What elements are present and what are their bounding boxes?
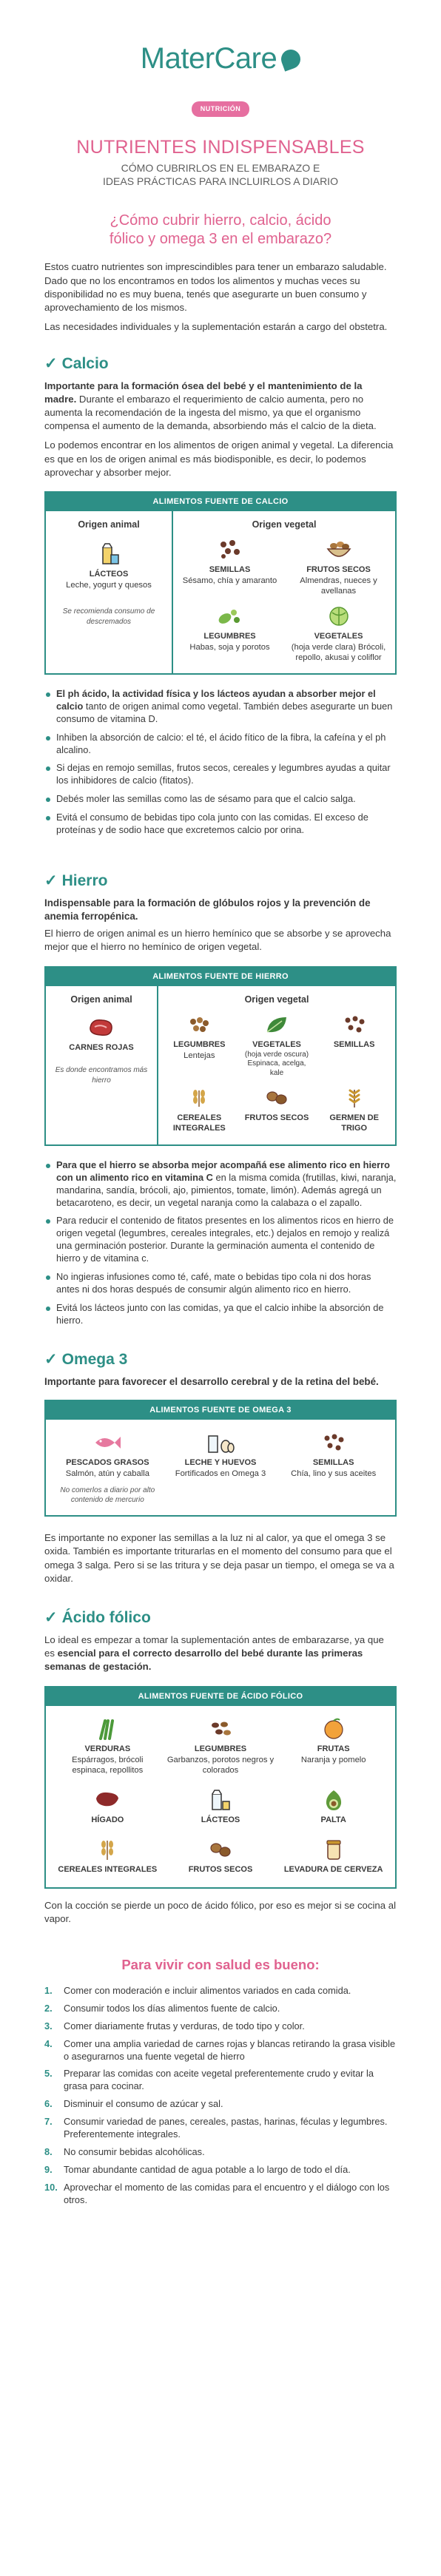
list-item <box>44 2068 397 2093</box>
page-subtitle <box>44 161 397 188</box>
item-text: Inhiben la absorción de calcio: el té, el ácido fítico de la fibra, la cafeína y el ph alcalino. <box>56 731 386 755</box>
dairy-icon <box>166 1787 275 1813</box>
lead-text: Lo ideal es empezar a tomar la suplementación antes de embarazarse, ya que es <box>44 1633 384 1659</box>
food-item <box>53 1837 162 1875</box>
food-name: GERMEN DE TRIGO <box>329 1113 379 1133</box>
item-text: Consumir todos los días alimentos fuente de calcio. <box>64 2002 280 2014</box>
folico-paragraph: Con la cocción se pierde un poco de ácido fólico, por eso es mejor si se cocina al vapor. <box>44 1900 397 1925</box>
lead-bold: Importante para la formación ósea del bebé y el mantenimiento de la madre. <box>44 380 363 405</box>
calcio-paragraph: Lo podemos encontrar en los alimentos de origen animal y vegetal. La diferencia es que en los de origen animal es más biodisponible, es decir, lo podemos aprovechar y absorber mejor. <box>44 439 394 478</box>
item-number: 5. <box>44 2068 53 2080</box>
check-icon: ✓ <box>44 354 58 372</box>
food-desc: Almendras, nueces y avellanas <box>300 576 377 596</box>
vegetal-column <box>172 511 395 673</box>
item-text: Consumir variedad de panes, cereales, pastas, harinas, féculas y legumbres. Preferentemente integrales. <box>64 2116 388 2140</box>
food-name: PALTA <box>320 1815 346 1824</box>
animal-column <box>46 511 172 673</box>
column-heading: Origen animal <box>70 994 132 1005</box>
folico-lead <box>44 1633 397 1674</box>
column-heading: Origen animal <box>78 519 140 530</box>
item-number: 8. <box>44 2145 53 2157</box>
seeds-icon <box>279 1430 388 1455</box>
asparagus-icon <box>53 1716 162 1742</box>
food-name: LEGUMBRES <box>194 1744 247 1753</box>
food-item <box>166 1430 275 1505</box>
item-text: Si dejas en remojo semillas, frutos secos, cereales y legumbres ayudas a quitar los inhibidores de calcio (fitatos). <box>56 762 391 786</box>
item-text: Evitá el consumo de bebidas tipo cola junto con las comidas. El exceso de proteínas y de sodio hace que excretemos calcio por orina. <box>56 812 368 835</box>
hierro-tips-list <box>44 1159 397 1327</box>
bold-text: Para que el hierro se absorba mejor acompañá ese alimento rico en hierro con un alimento rico en vitamina C <box>56 1159 390 1183</box>
food-name: HÍGADO <box>91 1815 124 1824</box>
question-line: fólico y omega 3 en el embarazo? <box>109 231 332 248</box>
food-name: LEGUMBRES <box>203 632 256 641</box>
brand-logo[interactable] <box>141 38 300 79</box>
folico-sources-box <box>44 1686 397 1889</box>
leaf-icon <box>240 1012 314 1037</box>
list-item <box>44 2182 397 2207</box>
omega-paragraph: Es importante no exponer las semillas a la luz ni al calor, ya que el omega 3 se oxida. También es importante triturarlas en el momento del consumo para que el omega 3 salga. Pero si se las tritura y se deja pasar un tiempo, el omega se va a oxidar. <box>44 1532 394 1584</box>
column-heading: Origen vegetal <box>244 994 309 1005</box>
legumes-icon <box>178 604 282 629</box>
seeds-icon <box>178 537 282 562</box>
food-desc: (hoja verde oscura) Espinaca, acelga, kale <box>244 1050 309 1077</box>
nuts-icon <box>240 1085 314 1110</box>
item-number: 9. <box>44 2163 53 2175</box>
food-name: LÁCTEOS <box>201 1815 240 1824</box>
item-text: Comer una amplia variedad de carnes rojas y blancas retirando la grasa visible o asegurarnos una fuente vegetal de hierro <box>64 2037 396 2062</box>
calcio-tips-list <box>44 688 397 837</box>
food-name: PESCADOS GRASOS <box>66 1458 149 1468</box>
food-name: VERDURAS <box>84 1744 131 1753</box>
fish-icon <box>53 1430 162 1455</box>
list-item <box>44 812 397 837</box>
food-item <box>50 1015 152 1053</box>
food-item <box>279 1837 388 1875</box>
subtitle-line: CÓMO CUBRIRLOS EN EL EMBARAZO E <box>121 162 320 175</box>
omega-lead: Importante para favorecer el desarrollo cerebral y de la retina del bebé. <box>44 1375 379 1387</box>
list-item <box>44 1159 397 1210</box>
food-desc: Naranja y pomelo <box>300 1755 366 1764</box>
list-item <box>44 2164 397 2177</box>
food-name: SEMILLAS <box>333 1040 375 1050</box>
check-icon: ✓ <box>44 1350 58 1368</box>
brand-name: MaterCare <box>140 42 277 75</box>
nuts-bowl-icon <box>286 537 391 562</box>
lead-bold: esencial para el correcto desarrollo del bebé durante las primeras semanas de gestación. <box>44 1648 363 1673</box>
page-title: NUTRIENTES INDISPENSABLES <box>76 136 365 158</box>
milk-icon <box>50 542 167 567</box>
food-name: VEGETALES <box>314 632 363 641</box>
food-item <box>53 1787 162 1826</box>
food-name: CARNES ROJAS <box>69 1043 134 1053</box>
food-item <box>178 604 282 663</box>
orange-icon <box>279 1716 388 1742</box>
section-heading-omega <box>44 1349 397 1371</box>
food-desc: Garbanzos, porotos negros y colorados <box>166 1755 275 1775</box>
box-title: ALIMENTOS FUENTE DE CALCIO <box>46 493 395 511</box>
hierro-lead: Indispensable para la formación de glóbulos rojos y la prevención de anemia ferropénica. <box>44 897 371 922</box>
food-name: FRUTOS SECOS <box>244 1113 309 1123</box>
food-desc: Espárragos, brócoli espinaca, repollitos <box>72 1755 144 1775</box>
food-grid <box>46 1420 395 1515</box>
item-text: No ingieras infusiones como té, café, mate o bebidas tipo cola ni dos horas antes ni dos horas después de consumir algún alimento rico en hierro. <box>56 1270 371 1295</box>
food-name: LECHE Y HUEVOS <box>184 1458 257 1468</box>
check-icon: ✓ <box>44 871 58 889</box>
food-item <box>178 537 282 596</box>
list-item <box>44 688 397 726</box>
calcio-sources-box <box>44 491 397 675</box>
food-name: VEGETALES <box>252 1040 301 1050</box>
food-name: CEREALES INTEGRALES <box>172 1113 226 1133</box>
food-name: FRUTOS SECOS <box>306 565 371 575</box>
section-heading-hierro <box>44 871 397 892</box>
liver-icon <box>53 1787 162 1813</box>
food-item <box>166 1716 275 1776</box>
section-title: Omega 3 <box>61 1350 128 1368</box>
avocado-icon <box>279 1787 388 1813</box>
food-item <box>279 1716 388 1776</box>
list-item <box>44 762 397 787</box>
intro-paragraph: Las necesidades individuales y la suplementación estarán a cargo del obstetra. <box>44 321 388 333</box>
food-name: SEMILLAS <box>312 1458 354 1468</box>
food-desc: Lentejas <box>184 1051 215 1060</box>
food-desc: (hoja verde clara) Brócoli, repollo, akusai y coliflor <box>291 642 386 662</box>
seeds-icon <box>317 1012 391 1037</box>
food-name: LÁCTEOS <box>89 570 129 579</box>
item-number: 7. <box>44 2116 53 2128</box>
list-item <box>44 2020 397 2033</box>
food-desc: Habas, soja y porotos <box>189 642 270 652</box>
list-item <box>44 732 397 757</box>
wheat-germ-icon <box>317 1085 391 1110</box>
list-item <box>44 2038 397 2063</box>
omega-sources-box <box>44 1400 397 1517</box>
food-desc: Fortificados en Omega 3 <box>175 1469 266 1479</box>
food-item <box>163 1085 236 1134</box>
yeast-jar-icon <box>279 1837 388 1862</box>
list-item <box>44 1985 397 1997</box>
intro-paragraph: Estos cuatro nutrientes son imprescindibles para tener un embarazo saludable. Dado que no los encontramos en todos los alimentos y muchas veces su disponibilidad no es muy buena, tenés que asegurarte un buen consumo y aprovechamiento de los mismos. <box>44 261 387 314</box>
food-item <box>53 1716 162 1776</box>
item-text: No consumir bebidas alcohólicas. <box>64 2145 205 2157</box>
list-item <box>44 2003 397 2015</box>
item-text: Debés moler las semillas como las de sésamo para que el calcio salga. <box>56 793 356 805</box>
item-number: 6. <box>44 2098 53 2110</box>
column-heading: Origen vegetal <box>252 519 317 530</box>
hierro-sources-box <box>44 966 397 1146</box>
item-text: tanto de origen animal como vegetal. También debes asegurarte un buen consumo de vitamina D. <box>56 700 393 724</box>
lentils-icon <box>163 1012 236 1037</box>
nuts-icon <box>166 1837 275 1862</box>
food-item <box>50 542 167 590</box>
section-title: Calcio <box>61 354 109 372</box>
item-text: Comer diariamente frutas y verduras, de todo tipo y color. <box>64 2020 305 2032</box>
question-line: ¿Cómo cubrir hierro, calcio, ácido <box>110 212 331 229</box>
cabbage-icon <box>286 604 391 629</box>
food-grid <box>163 1012 391 1134</box>
food-name: CEREALES INTEGRALES <box>58 1865 158 1875</box>
grain-icon <box>163 1085 236 1110</box>
food-item <box>163 1012 236 1078</box>
item-text: Aprovechar el momento de las comidas para el encuentro y el diálogo con los otros. <box>64 2181 390 2205</box>
box-title: ALIMENTOS FUENTE DE OMEGA 3 <box>46 1401 395 1420</box>
section-heading-folico <box>44 1608 397 1629</box>
box-title: ALIMENTOS FUENTE DE ÁCIDO FÓLICO <box>46 1687 395 1706</box>
food-item <box>279 1430 388 1505</box>
list-item <box>44 2098 397 2111</box>
animal-column <box>46 986 157 1144</box>
list-item <box>44 2146 397 2159</box>
logo-mark-icon <box>279 47 303 71</box>
item-number: 4. <box>44 2037 53 2049</box>
food-name: SEMILLAS <box>209 565 251 575</box>
food-item <box>166 1787 275 1826</box>
item-text: en la misma comida (frutillas, kiwi, naranja, mandarina, sandía, brócoli, ajo, pimientos, tomate, limón). Además agregá un betacaroteno, es decir, un vegetal naranja como la calabaza o el zapallo. <box>56 1171 397 1208</box>
item-text: Preparar las comidas con aceite vegetal preferentemente crudo y evitar la grasa para cocinar. <box>64 2068 374 2092</box>
section-title: Hierro <box>61 871 108 889</box>
food-item <box>240 1085 314 1134</box>
food-item <box>240 1012 314 1078</box>
beans-icon <box>166 1716 275 1742</box>
check-icon: ✓ <box>44 1608 58 1626</box>
food-name: FRUTAS <box>317 1744 350 1753</box>
item-number: 3. <box>44 2020 53 2032</box>
food-name: LEVADURA DE CERVEZA <box>283 1865 383 1875</box>
food-item <box>166 1837 275 1875</box>
list-item <box>44 793 397 806</box>
fish-note: No comerlos a diario por alto contenido de mercurio <box>60 1486 155 1504</box>
food-item <box>53 1430 162 1505</box>
item-number: 2. <box>44 2002 53 2014</box>
item-text: Evitá los lácteos junto con las comidas, ya que el calcio inhibe la absorción de hierro. <box>56 1301 384 1326</box>
animal-note: Es donde encontramos más hierro <box>55 1065 148 1085</box>
animal-note: Se recomienda consumo de descremados <box>62 607 155 627</box>
food-desc: Salmón, atún y caballa <box>65 1469 149 1479</box>
food-desc: Leche, yogurt y quesos <box>66 581 152 590</box>
food-desc: Sésamo, chía y amaranto <box>182 576 277 586</box>
item-text: Tomar abundante cantidad de agua potable a lo largo de todo el día. <box>64 2163 351 2175</box>
bold-text: El ph ácido, la actividad física y los lácteos ayudan a absorber mejor el calcio <box>56 687 376 712</box>
item-number: 10. <box>44 2181 58 2193</box>
category-tag[interactable]: NUTRICIÓN <box>192 101 250 116</box>
list-item <box>44 1215 397 1265</box>
section-title: Ácido fólico <box>61 1608 151 1626</box>
food-item <box>317 1012 391 1078</box>
item-text: Comer con moderación e incluir alimentos variados en cada comida. <box>64 1984 351 1996</box>
header <box>44 0 397 188</box>
item-number: 1. <box>44 1984 53 1996</box>
section-heading-calcio <box>44 354 397 375</box>
food-name: FRUTOS SECOS <box>188 1865 253 1875</box>
lead-rest: Durante el embarazo el requerimiento de calcio aumenta, pero no aumenta la recomendación de la ingesta del mismo, ya que el organismo compensa el aumento de la demanda, absorbiendo más el calcio de la dieta. <box>44 393 377 432</box>
calcio-lead <box>44 380 397 434</box>
intro-question <box>44 212 397 249</box>
list-item <box>44 2116 397 2141</box>
steak-icon <box>50 1015 152 1040</box>
food-grid <box>46 1706 395 1887</box>
item-text: Disminuir el consumo de azúcar y sal. <box>64 2098 223 2110</box>
tips-list <box>44 1985 397 2206</box>
grain-icon <box>53 1837 162 1862</box>
food-name: LEGUMBRES <box>173 1040 226 1050</box>
list-item <box>44 1271 397 1296</box>
item-text: Para reducir el contenido de fitatos presentes en los alimentos ricos en hierro de origen vegetal (legumbres, cereales integrales, etc.) dejalos en remojo y realizá una germinación posterior. Durante la germinación aumenta el contenido de hierro y de vitamina c. <box>56 1215 394 1264</box>
subtitle-line: IDEAS PRÁCTICAS PARA INCLUIRLOS A DIARIO <box>103 175 338 188</box>
vegetal-column <box>157 986 395 1144</box>
food-item <box>286 604 391 663</box>
tips-heading: Para vivir con salud es bueno: <box>121 1957 320 1973</box>
food-desc: Chía, lino y sus aceites <box>291 1469 377 1479</box>
food-item <box>317 1085 391 1134</box>
food-grid <box>178 537 391 663</box>
box-title: ALIMENTOS FUENTE DE HIERRO <box>46 968 395 986</box>
food-item <box>279 1787 388 1826</box>
milk-eggs-icon <box>166 1430 275 1455</box>
list-item <box>44 1302 397 1327</box>
hierro-paragraph: El hierro de origen animal es un hierro hemínico que se absorbe y se aprovecha mejor que el hierro no hemínico de origen vegetal. <box>44 928 391 953</box>
food-item <box>286 537 391 596</box>
